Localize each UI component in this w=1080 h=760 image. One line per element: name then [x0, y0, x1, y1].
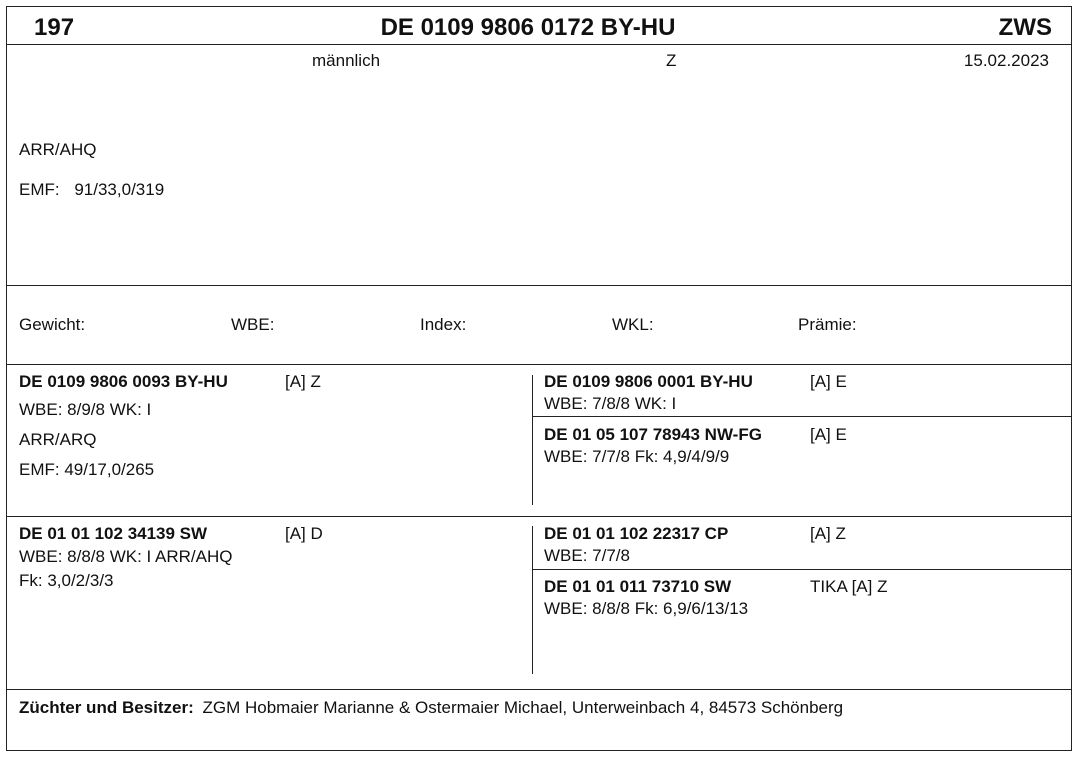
- dam-dam-tag: TIKA [A] Z: [810, 577, 888, 596]
- emf-value: 91/33,0/319: [74, 180, 165, 199]
- dam-parents-divider: [532, 569, 1072, 570]
- wkl-field: WKL:: [612, 315, 654, 334]
- sire-wbe: WBE: 8/9/8 WK: I: [19, 400, 152, 419]
- emf-row: [19, 180, 164, 200]
- breed-code: ZWS: [998, 14, 1052, 41]
- sire-sire-tag: [A] E: [810, 372, 847, 391]
- sex-label: männlich: [312, 51, 381, 70]
- sire-id: DE 0109 9806 0093 BY-HU: [19, 372, 228, 391]
- animal-id: DE 0109 9806 0172 BY-HU: [380, 14, 676, 41]
- genotype: ARR/AHQ: [19, 140, 97, 159]
- emf-label: EMF:: [19, 180, 60, 199]
- sire-dam-id: DE 01 05 107 78943 NW-FG: [544, 425, 762, 444]
- date-label: 15.02.2023: [963, 51, 1049, 70]
- dam-sire-wbe: WBE: 7/7/8: [544, 546, 630, 565]
- sire-vertical-divider: [532, 375, 533, 505]
- dam-tag: [A] D: [285, 524, 323, 543]
- sire-sire-id: DE 0109 9806 0001 BY-HU: [544, 372, 753, 391]
- section-divider-4: [6, 689, 1072, 690]
- sire-sire-wbe: WBE: 7/8/8 WK: I: [544, 394, 677, 413]
- class-letter: Z: [666, 51, 677, 70]
- section-divider-1: [6, 285, 1072, 286]
- breeder-owner-label: Züchter und Besitzer:: [19, 698, 194, 717]
- section-divider-2: [6, 364, 1072, 365]
- section-divider-3: [6, 516, 1072, 517]
- sire-tag: [A] Z: [285, 372, 321, 391]
- index-field: Index:: [420, 315, 467, 334]
- breeder-owner: [19, 698, 843, 718]
- dam-id: DE 01 01 102 34139 SW: [19, 524, 208, 543]
- sire-parents-divider: [532, 416, 1072, 417]
- sire-emf: EMF: 49/17,0/265: [19, 460, 155, 479]
- praemie-field: Prämie:: [798, 315, 857, 334]
- dam-fk: Fk: 3,0/2/3/3: [19, 571, 114, 590]
- dam-sire-id: DE 01 01 102 22317 CP: [544, 524, 729, 543]
- weight-field: Gewicht:: [19, 315, 86, 334]
- header-divider: [6, 44, 1072, 45]
- sire-dam-wbe: WBE: 7/7/8 Fk: 4,9/4/9/9: [544, 447, 730, 466]
- dam-dam-wbe: WBE: 8/8/8 Fk: 6,9/6/13/13: [544, 599, 749, 618]
- dam-sire-tag: [A] Z: [810, 524, 846, 543]
- wbe-field: WBE:: [231, 315, 275, 334]
- dam-vertical-divider: [532, 526, 533, 674]
- catalog-number: 197: [34, 14, 75, 41]
- dam-wbe: WBE: 8/8/8 WK: I ARR/AHQ: [19, 547, 233, 566]
- sire-dam-tag: [A] E: [810, 425, 847, 444]
- sire-genotype: ARR/ARQ: [19, 430, 97, 449]
- breeder-owner-value: ZGM Hobmaier Marianne & Ostermaier Michael, Unterweinbach 4, 84573 Schönberg: [202, 698, 844, 717]
- dam-dam-id: DE 01 01 011 73710 SW: [544, 577, 732, 596]
